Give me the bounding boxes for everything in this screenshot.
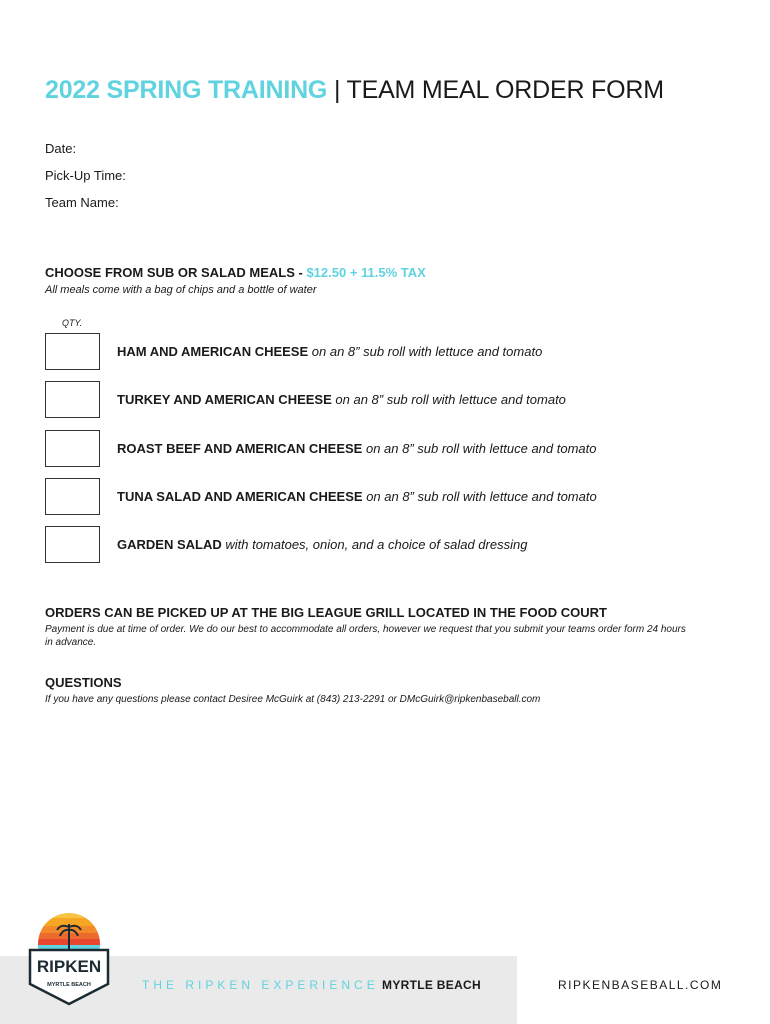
- logo-text: RIPKEN: [36, 957, 102, 976]
- meal-item-turkey: [45, 381, 685, 419]
- qty-label: QTY.: [62, 318, 83, 328]
- meal-description: with tomatoes, onion, and a choice of salad dressing: [225, 537, 528, 552]
- questions-heading: QUESTIONS: [45, 675, 122, 690]
- footer-tagline: [142, 978, 481, 992]
- qty-input-tuna-salad[interactable]: [45, 478, 100, 515]
- logo-subtext: MYRTLE BEACH: [47, 982, 91, 988]
- meal-label: [117, 537, 527, 552]
- meals-heading-text: CHOOSE FROM SUB OR SALAD MEALS -: [45, 265, 307, 280]
- meals-heading: [45, 265, 426, 280]
- title-separator: |: [333, 76, 341, 104]
- ripken-logo: [26, 910, 112, 1006]
- page-title: [45, 76, 664, 105]
- meal-name: ROAST BEEF AND AMERICAN CHEESE: [117, 441, 363, 456]
- questions-note: If you have any questions please contact Desiree McGuirk at (843) 213-2291 or DMcGuirk@ripkenbaseball.com: [45, 694, 541, 705]
- meal-name: TUNA SALAD AND AMERICAN CHEESE: [117, 489, 363, 504]
- title-rest: TEAM MEAL ORDER FORM: [346, 76, 664, 104]
- meals-price: $12.50 + 11.5% TAX: [306, 265, 426, 280]
- meal-label: [117, 489, 597, 504]
- title-accent: 2022 SPRING TRAINING: [45, 76, 328, 104]
- meal-description: on an 8” sub roll with lettuce and tomato: [366, 489, 597, 504]
- meal-label: [117, 392, 566, 407]
- order-info-fields: [45, 142, 126, 223]
- qty-input-garden-salad[interactable]: [45, 526, 100, 563]
- meal-label: [117, 441, 597, 456]
- footer-location: MYRTLE BEACH: [382, 978, 481, 992]
- meal-item-ham: [45, 333, 685, 371]
- meal-name: TURKEY AND AMERICAN CHEESE: [117, 392, 332, 407]
- meals-note: All meals come with a bag of chips and a bottle of water: [45, 284, 317, 296]
- qty-input-ham[interactable]: [45, 333, 100, 370]
- meal-label: [117, 344, 542, 359]
- meal-item-tuna-salad: [45, 478, 685, 516]
- meal-description: on an 8” sub roll with lettuce and tomato: [311, 344, 543, 359]
- date-field[interactable]: Date:: [45, 141, 77, 156]
- meal-description: on an 8” sub roll with lettuce and tomato: [365, 441, 597, 456]
- qty-input-turkey[interactable]: [45, 381, 100, 418]
- meal-item-garden-salad: [45, 526, 685, 564]
- team-name-field[interactable]: Team Name:: [45, 195, 119, 210]
- pickup-time-field[interactable]: Pick-Up Time:: [45, 168, 126, 183]
- meal-name: HAM AND AMERICAN CHEESE: [117, 344, 309, 359]
- pickup-heading: ORDERS CAN BE PICKED UP AT THE BIG LEAGUE GRILL LOCATED IN THE FOOD COURT: [45, 605, 607, 620]
- meal-description: on an 8” sub roll with lettuce and tomato: [335, 392, 566, 407]
- meal-item-roast-beef: [45, 430, 685, 468]
- qty-input-roast-beef[interactable]: [45, 430, 100, 467]
- meal-name: GARDEN SALAD: [117, 537, 222, 552]
- footer-experience: THE RIPKEN EXPERIENCE: [142, 978, 379, 992]
- pickup-note: Payment is due at time of order. We do our best to accommodate all orders, however we request that you submit your teams order form 24 hours in advance.: [45, 624, 686, 648]
- footer-website-link[interactable]: RIPKENBASEBALL.COM: [558, 978, 723, 992]
